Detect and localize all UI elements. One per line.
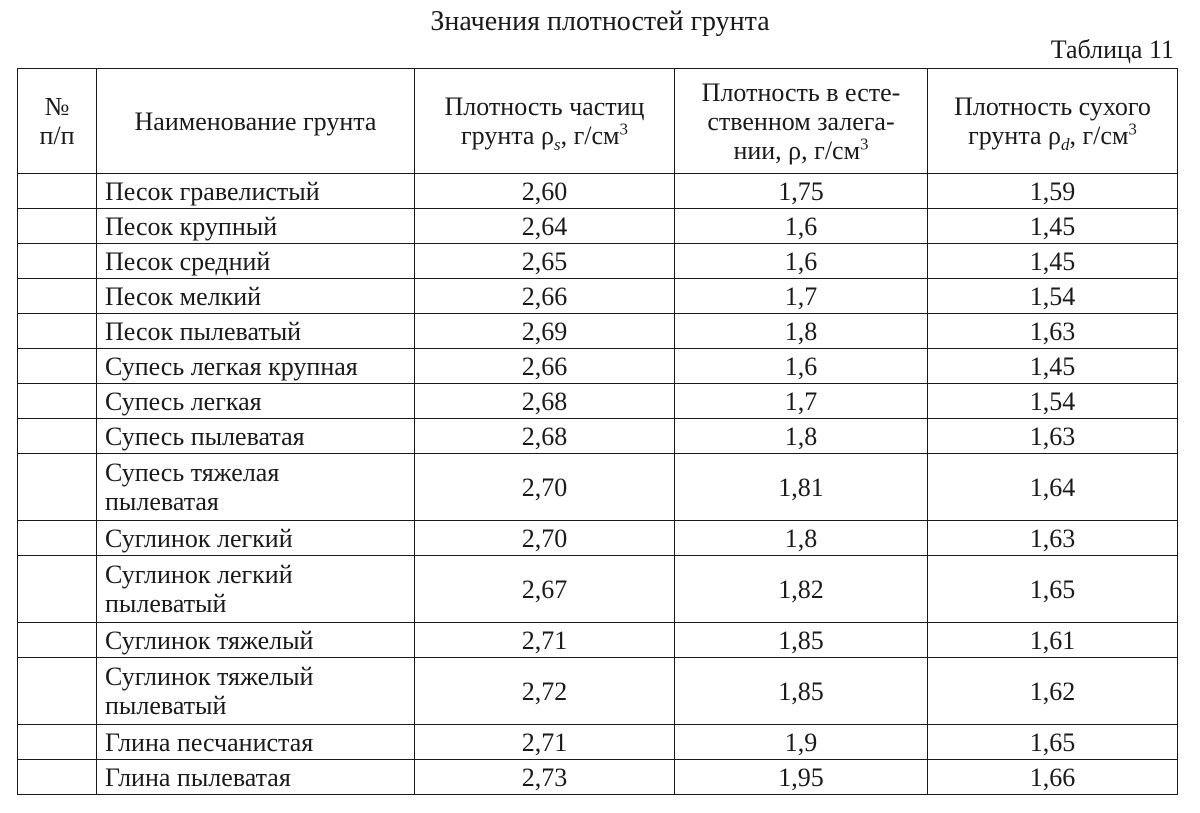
soil-name: Песок гравелистый xyxy=(97,174,415,209)
natural-density-value: 1,7 xyxy=(675,279,928,314)
table-row xyxy=(18,209,1178,244)
row-index xyxy=(18,419,97,454)
header-natural-density-line1: Плотность в есте- xyxy=(701,77,901,107)
table-row xyxy=(18,349,1178,384)
table-row xyxy=(18,760,1178,795)
row-index xyxy=(18,556,97,623)
row-index xyxy=(18,349,97,384)
header-dry-density-sub: d xyxy=(1061,135,1070,155)
header-particle-density-prefix: грунта ρ xyxy=(461,121,554,150)
dry-density-value: 1,54 xyxy=(928,279,1178,314)
dry-density-value: 1,54 xyxy=(928,384,1178,419)
header-particle-density-line1: Плотность частиц xyxy=(444,92,645,121)
row-index xyxy=(18,725,97,760)
dry-density-value: 1,63 xyxy=(928,419,1178,454)
particle-density-value: 2,71 xyxy=(415,725,675,760)
natural-density-value: 1,85 xyxy=(675,623,928,658)
header-particle-density-sub: s xyxy=(553,135,561,155)
header-natural-density-line3: нии, ρ, г/см xyxy=(733,135,861,165)
soil-name: Глина пылеватая xyxy=(97,760,415,795)
particle-density-value: 2,71 xyxy=(415,623,675,658)
natural-density-value: 1,95 xyxy=(675,760,928,795)
soil-name: Песок средний xyxy=(97,244,415,279)
row-index xyxy=(18,174,97,209)
dry-density-value: 1,64 xyxy=(928,454,1178,521)
particle-density-value: 2,65 xyxy=(415,244,675,279)
row-index xyxy=(18,244,97,279)
row-index xyxy=(18,279,97,314)
row-index xyxy=(18,314,97,349)
natural-density-value: 1,7 xyxy=(675,384,928,419)
soil-name: Суглинок тяжелый xyxy=(97,623,415,658)
header-soil-name: Наименование грунта xyxy=(97,69,415,174)
particle-density-value: 2,69 xyxy=(415,314,675,349)
natural-density-value: 1,6 xyxy=(675,244,928,279)
natural-density-value: 1,85 xyxy=(675,658,928,725)
header-index xyxy=(18,69,97,174)
header-dry-density-prefix: грунта ρ xyxy=(968,121,1062,150)
header-particle-density-unit: , г/см xyxy=(560,121,620,150)
soil-name: Песок крупный xyxy=(97,209,415,244)
natural-density-value: 1,81 xyxy=(675,454,928,521)
table-row xyxy=(18,725,1178,760)
particle-density-value: 2,70 xyxy=(415,454,675,521)
table-row xyxy=(18,279,1178,314)
row-index xyxy=(18,384,97,419)
natural-density-value: 1,9 xyxy=(675,725,928,760)
table-row xyxy=(18,623,1178,658)
particle-density-value: 2,64 xyxy=(415,209,675,244)
soil-name-line1: Суглинок легкий xyxy=(105,560,293,589)
row-index xyxy=(18,623,97,658)
particle-density-value: 2,60 xyxy=(415,174,675,209)
dry-density-value: 1,62 xyxy=(928,658,1178,725)
particle-density-value: 2,70 xyxy=(415,521,675,556)
soil-name-line2: пылеватая xyxy=(105,487,219,516)
natural-density-value: 1,75 xyxy=(675,174,928,209)
document-title: Значения плотностей грунта xyxy=(430,6,770,37)
soil-name: Супесь легкая xyxy=(97,384,415,419)
dry-density-value: 1,65 xyxy=(928,556,1178,623)
dry-density-value: 1,45 xyxy=(928,349,1178,384)
dry-density-value: 1,63 xyxy=(928,314,1178,349)
particle-density-value: 2,68 xyxy=(415,384,675,419)
soil-name-line2: пылеватый xyxy=(105,589,227,618)
table-row xyxy=(18,454,1178,521)
particle-density-value: 2,73 xyxy=(415,760,675,795)
particle-density-value: 2,72 xyxy=(415,658,675,725)
header-natural-density xyxy=(675,69,928,174)
header-dry-density xyxy=(928,69,1178,174)
particle-density-value: 2,66 xyxy=(415,349,675,384)
soil-name-line2: пылеватый xyxy=(105,691,227,720)
header-index-line1: № xyxy=(44,92,70,121)
soil-name-line1: Суглинок тяжелый xyxy=(105,662,314,691)
table-row xyxy=(18,244,1178,279)
row-index xyxy=(18,521,97,556)
header-natural-density-line2: ственном залега- xyxy=(707,106,895,136)
header-row xyxy=(18,69,1178,174)
dry-density-value: 1,45 xyxy=(928,209,1178,244)
table-row xyxy=(18,384,1178,419)
soil-name: Глина песчанистая xyxy=(97,725,415,760)
row-index xyxy=(18,454,97,521)
header-dry-density-sup: 3 xyxy=(1128,119,1137,139)
soil-density-table xyxy=(17,68,1178,795)
table-number: Таблица 11 xyxy=(1050,35,1174,64)
soil-name: Суглинок легкий xyxy=(97,521,415,556)
row-index xyxy=(18,658,97,725)
natural-density-value: 1,8 xyxy=(675,314,928,349)
row-index xyxy=(18,760,97,795)
particle-density-value: 2,68 xyxy=(415,419,675,454)
header-dry-density-unit: , г/см xyxy=(1069,121,1129,150)
particle-density-value: 2,67 xyxy=(415,556,675,623)
row-index xyxy=(18,209,97,244)
table-row xyxy=(18,174,1178,209)
natural-density-value: 1,8 xyxy=(675,419,928,454)
dry-density-value: 1,65 xyxy=(928,725,1178,760)
header-index-line2: п/п xyxy=(39,121,75,150)
header-particle-density xyxy=(415,69,675,174)
dry-density-value: 1,63 xyxy=(928,521,1178,556)
soil-name: Песок мелкий xyxy=(97,279,415,314)
table-row xyxy=(18,419,1178,454)
soil-name: Песок пылеватый xyxy=(97,314,415,349)
natural-density-value: 1,6 xyxy=(675,349,928,384)
table-row xyxy=(18,658,1178,725)
natural-density-value: 1,6 xyxy=(675,209,928,244)
dry-density-value: 1,61 xyxy=(928,623,1178,658)
table-row xyxy=(18,314,1178,349)
table-row xyxy=(18,521,1178,556)
dry-density-value: 1,59 xyxy=(928,174,1178,209)
soil-name-line1: Супесь тяжелая xyxy=(105,458,280,487)
natural-density-value: 1,8 xyxy=(675,521,928,556)
header-natural-density-sup: 3 xyxy=(860,133,869,153)
particle-density-value: 2,66 xyxy=(415,279,675,314)
table-row xyxy=(18,556,1178,623)
soil-name: Супесь пылеватая xyxy=(97,419,415,454)
dry-density-value: 1,66 xyxy=(928,760,1178,795)
header-dry-density-line1: Плотность сухого xyxy=(954,92,1151,121)
natural-density-value: 1,82 xyxy=(675,556,928,623)
dry-density-value: 1,45 xyxy=(928,244,1178,279)
soil-name: Супесь легкая крупная xyxy=(97,349,415,384)
soil-name xyxy=(97,556,415,623)
soil-name xyxy=(97,454,415,521)
header-particle-density-sup: 3 xyxy=(619,119,628,139)
soil-name xyxy=(97,658,415,725)
